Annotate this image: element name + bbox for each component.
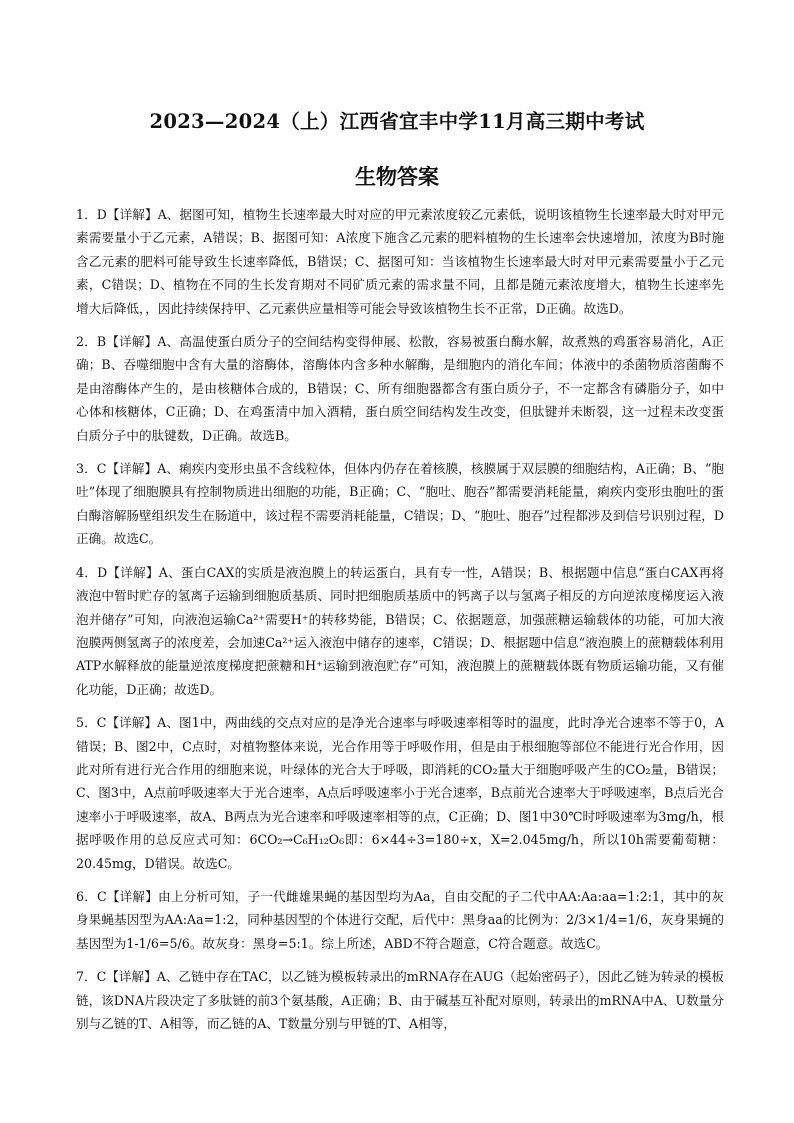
answer-2: 2．B【详解】A、高温使蛋白质分子的空间结构变得伸展、松散，容易被蛋白酶水解，故煮熟的鸡蛋容易消化，A正确；B、吞噬细胞中含有大量的溶酶体，溶酶体内含多种水解酶，是细胞内的消化车间；体液中的杀菌物质溶菌酶不是由溶酶体产生的，是由核糖体合成的，B错误；C、所有细胞器都含有蛋白质分子，不一定都含有磷脂分子，如中心体和核糖体，C正确；D、在鸡蛋清中加入酒精，蛋白质空间结构发生改变，但肽键并未断裂，这一过程未改变蛋白质分子中的肽键数，D正确。故选B。 — [76, 334, 724, 443]
answers-list — [76, 203, 724, 1041]
answer-6: 6．C【详解】由上分析可知，子一代雌雄果蝇的基因型均为Aa，自由交配的子二代中AA:Aa:aa=1:2:1，其中的灰身果蝇基因型为AA:Aa=1:2，同种基因型的个体进行交配，后代中：黑身aa的比例为：2/3×1/4=1/6，灰身果蝇的基因型为1-1/6=5/6。故灰身：黑身=5:1。综上所述，ABD不符合题意，C符合题意。故选C。 — [76, 888, 724, 951]
document-title: 2023—2024（上）江西省宜丰中学11月高三期中考试 — [149, 110, 645, 133]
document-subtitle: 生物答案 — [355, 164, 439, 189]
answer-7: 7．C【详解】A、乙链中存在TAC，以乙链为模板转录出的mRNA存在AUG（起始密码子），因此乙链为转录的模板链，该DNA片段决定了多肽链的前3个氨基酸，A正确；B、由于碱基互补配对原则，转录出的mRNA中A、U数量分别与乙链的T、A相等，而乙链的A、T数量分别与甲链的T、A相等， — [76, 969, 724, 1031]
answer-4: 4．D【详解】A、蛋白CAX的实质是液泡膜上的转运蛋白，具有专一性，A错误；B、根据题中信息“蛋白CAX再将液泡中暂时贮存的氢离子运输到细胞质基质、同时把细胞质基质中的钙离子以与氢离子相反的方向逆浓度梯度运入液泡并储存”可知，向液泡运输Ca²⁺需要H⁺的转移势能，B错误；C、依据题意，加强蔗糖运输载体的功能，可加大液泡膜两侧氢离子的浓度差，会加速Ca²⁺运入液泡中储存的速率，C错误；D、根据题中信息“液泡膜上的蔗糖载体利用ATP水解释放的能量逆浓度梯度把蔗糖和H⁺运输到液泡贮存”可知，液泡膜上的蔗糖载体既有物质运输功能，又有催化功能，D正确；故选D。 — [76, 564, 724, 697]
answer-1: 1．D【详解】A、据图可知，植物生长速率最大时对应的甲元素浓度较乙元素低，说明该植物生长速率最大时对甲元素需要量小于乙元素，A错误；B、据图可知：A浓度下施含乙元素的肥料植物的生长速率会快速增加，浓度为B时施含乙元素的肥料可能导致生长速率降低，B错误；C、据图可知：当该植物生长速率最大时对甲元素需要量小于乙元素，C错误；D、植物在不同的生长发育期对不同矿质元素的需求量不同，且都是随元素浓度增大，植物生长速率先增大后降低，，因此持续保持甲、乙元素供应量相等可能会导致该植物生长不正常，D正确。故选D。 — [76, 207, 724, 316]
answer-5: 5．C【详解】A、图1中，两曲线的交点对应的是净光合速率与呼吸速率相等时的温度，此时净光合速率不等于0，A错误；B、图2中，C点时，对植物整体来说，光合作用等于呼吸作用，但是由于根细胞等部位不能进行光合作用，因此对所有进行光合作用的细胞来说，叶绿体的光合大于呼吸，即消耗的CO₂量大于细胞呼吸产生的CO₂量，B错误；C、图3中，A点前呼吸速率大于光合速率，A点后呼吸速率小于光合速率，B点前光合速率大于呼吸速率，B点后光合速率小于呼吸速率，故A、B两点为光合速率和呼吸速率相等的点，C正确；D、图1中30℃时呼吸速率为3mg/h，根据呼吸作用的总反应式可知：6CO₂→C₆H₁₂O₆即：6×44÷3=180÷x，X=2.045mg/h，所以10h需要葡萄糖：20.45mg，D错误。故选C。 — [76, 715, 724, 871]
answer-3: 3．C【详解】A、痢疾内变形虫虽不含线粒体，但体内仍存在着核膜，核膜属于双层膜的细胞结构，A正确；B、“胞吐”体现了细胞膜具有控制物质进出细胞的功能，B正确；C、“胞吐、胞吞”都需要消耗能量，痢疾内变形虫胞吐的蛋白酶溶解肠壁组织发生在肠道中，该过程不需要消耗能量，C错误；D、“胞吐、胞吞”过程都涉及到信号识别过程，D正确。故选C。 — [76, 461, 724, 547]
